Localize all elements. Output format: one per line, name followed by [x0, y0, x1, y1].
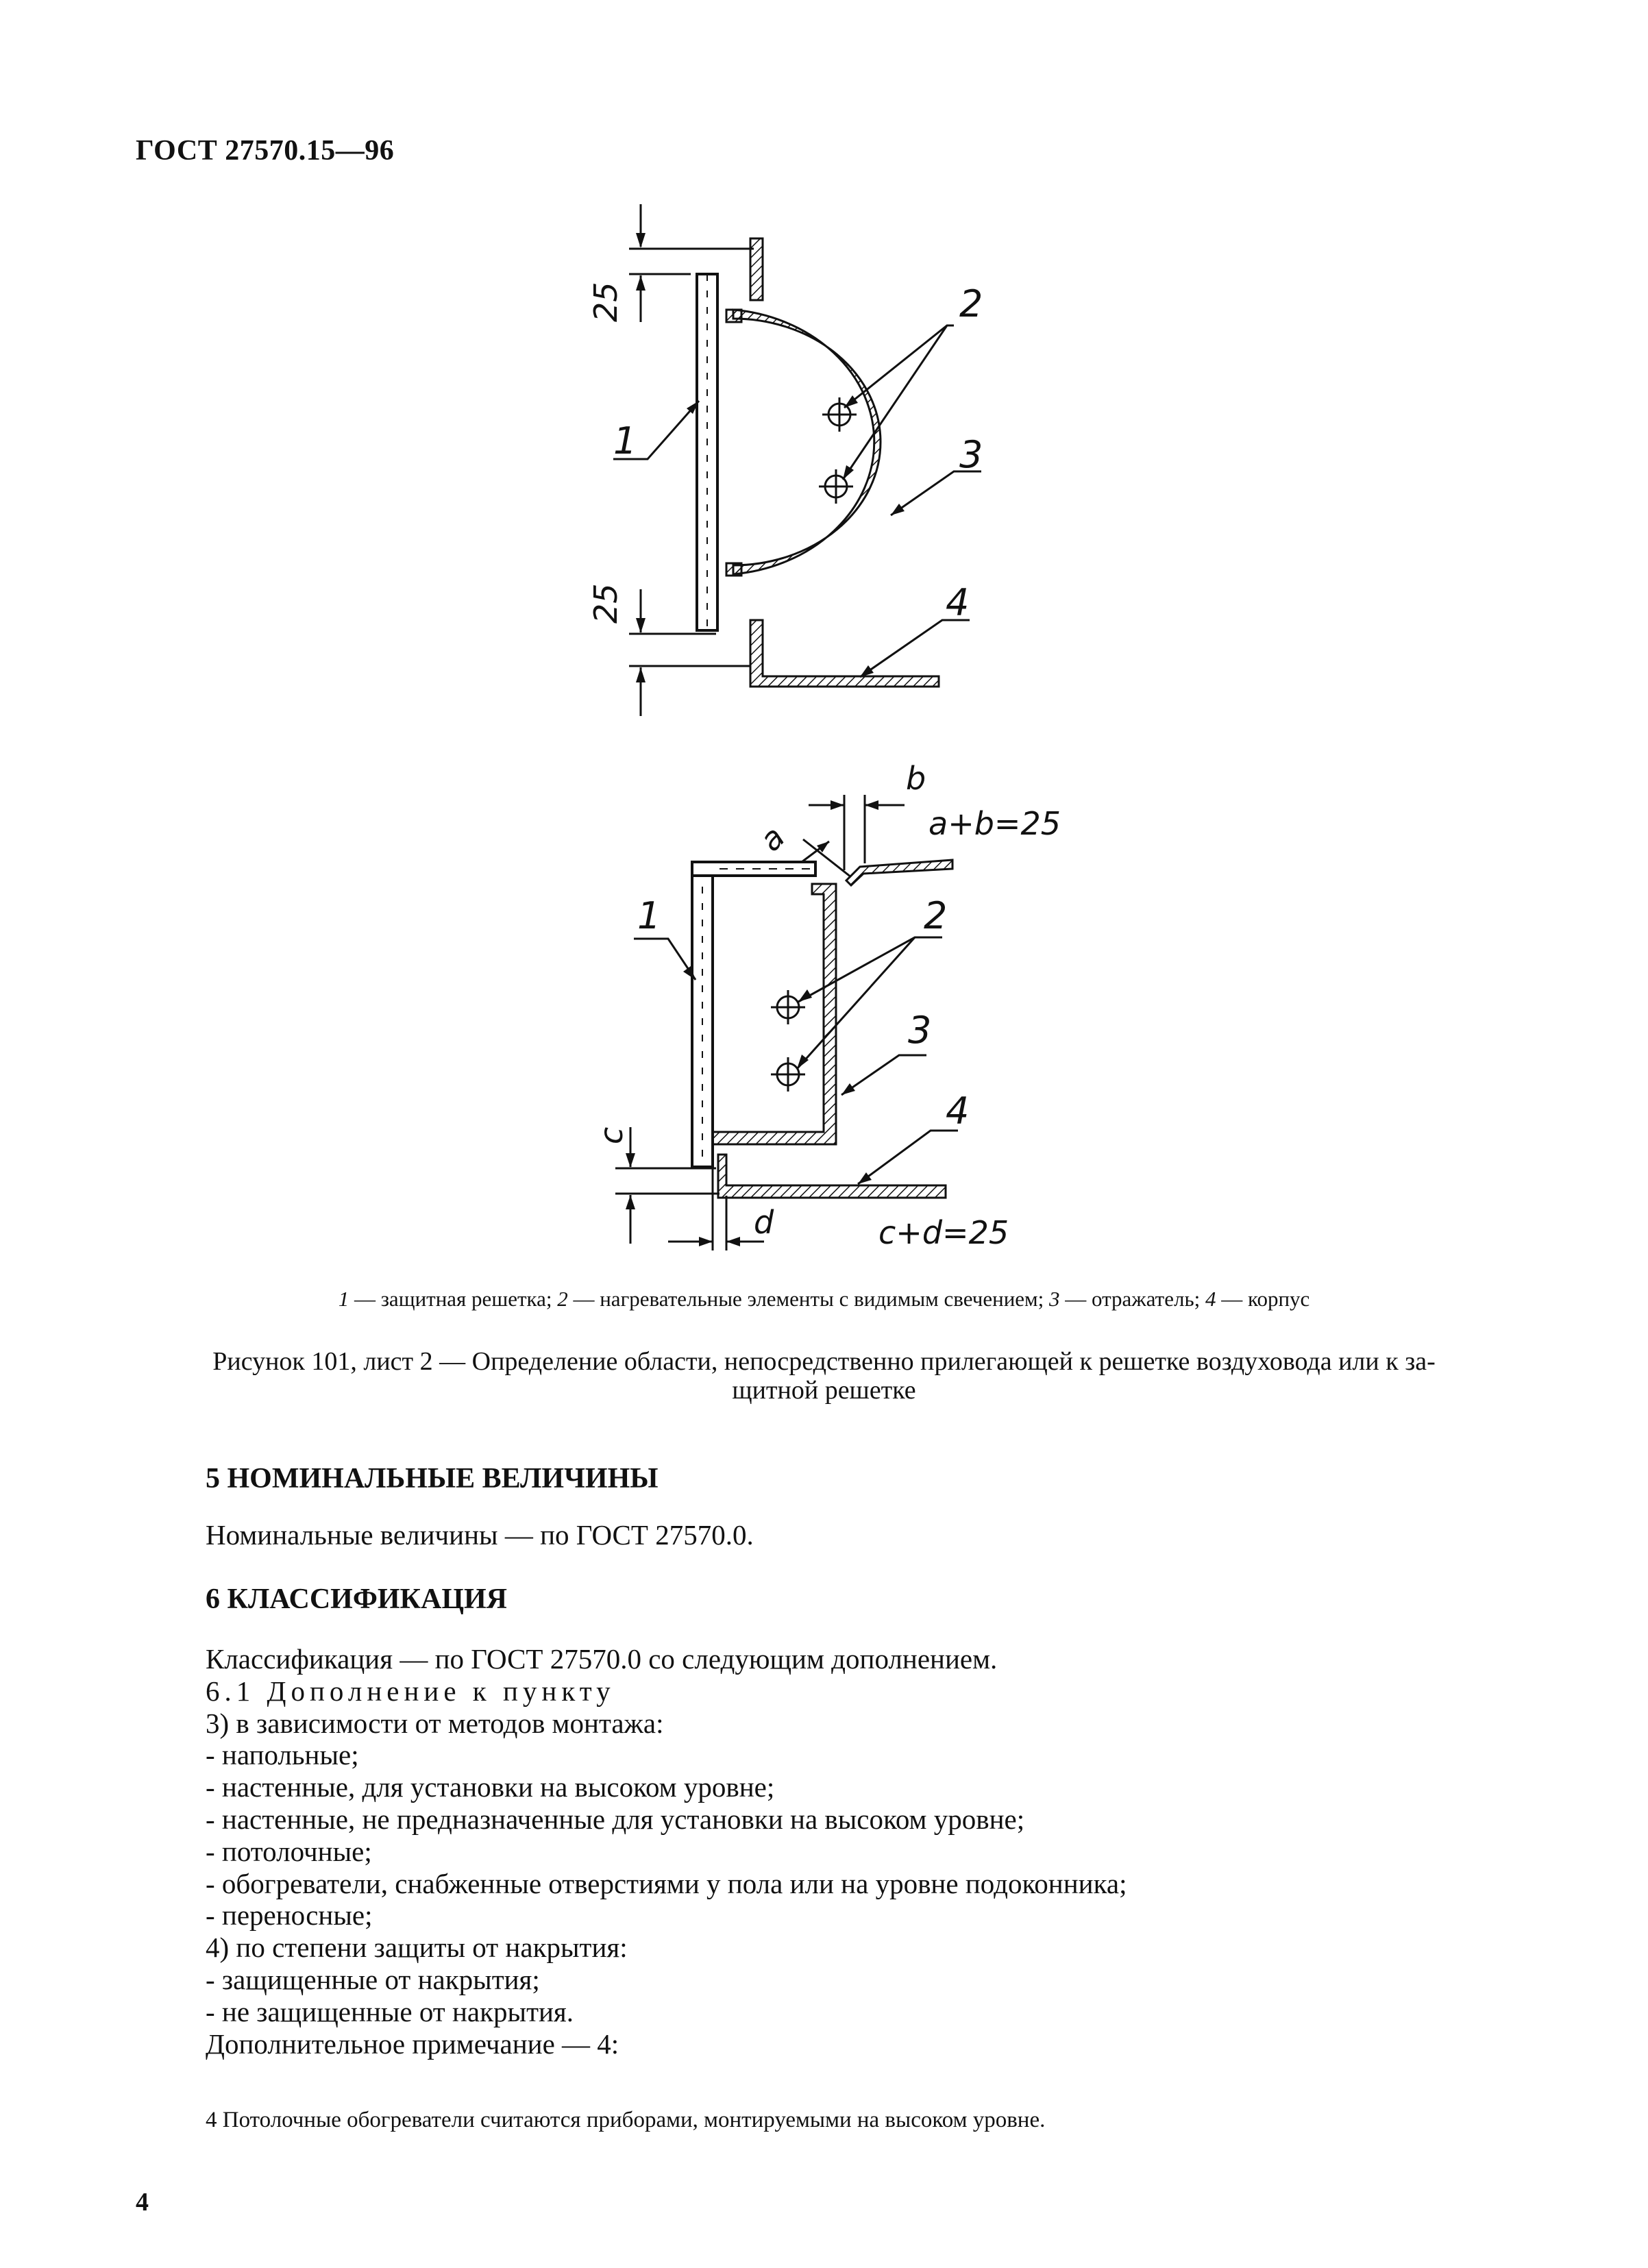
- fig-bottom-label-1: 1: [637, 894, 661, 937]
- fig-bottom-label-3: 3: [908, 1009, 932, 1052]
- page-number: 4: [136, 2188, 149, 2217]
- section-5-heading: 5 НОМИНАЛЬНЫЕ ВЕЛИЧИНЫ: [206, 1463, 659, 1494]
- section-6-heading: 6 КЛАССИФИКАЦИЯ: [206, 1583, 508, 1615]
- housing-bottom: [718, 1155, 946, 1198]
- legend-text-2: — нагревательные элементы с видимым свечением;: [567, 1287, 1050, 1311]
- legend-text-1: — защитная решетка;: [349, 1287, 558, 1311]
- list-line: - настенные, для установки на высоком уровне;: [206, 1771, 775, 1803]
- legend-num-1: 1: [338, 1287, 349, 1311]
- list-line: 4) по степени защиты от накрытия:: [206, 1932, 628, 1964]
- reflector: [733, 310, 881, 574]
- housing-wall-top: [750, 238, 763, 300]
- list-line: - обогреватели, снабженные отверстиями у пола или на уровне подоконника;: [206, 1867, 1127, 1899]
- dim-c: c: [593, 1126, 630, 1144]
- section-6-body: [206, 1643, 1127, 2060]
- list-line: Дополнительное примечание — 4:: [206, 2027, 619, 2060]
- fig-bottom-label-2: 2: [924, 894, 948, 937]
- dim-top-25: 25: [587, 282, 624, 322]
- legend-text-4: — корпус: [1216, 1287, 1310, 1311]
- fig-bottom-label-4: 4: [946, 1089, 970, 1133]
- formula-c-plus-d: c+d=25: [878, 1214, 1009, 1251]
- section-6-1-heading: 6.1 Дополнение к пункту: [206, 1675, 615, 1707]
- figure-caption: [130, 1347, 1518, 1405]
- legend-num-2: 2: [557, 1287, 568, 1311]
- fig-top-label-3: 3: [959, 433, 983, 476]
- legend-text-3: — отражатель;: [1059, 1287, 1205, 1311]
- list-line: - напольные;: [206, 1739, 359, 1771]
- legend-num-4: 4: [1205, 1287, 1216, 1311]
- fig-top-label-4: 4: [946, 581, 970, 624]
- fig-top-label-1: 1: [613, 419, 637, 463]
- figure-legend: [0, 1287, 1648, 1311]
- list-line: - настенные, не предназначенные для установки на высоком уровне;: [206, 1803, 1025, 1835]
- reflector-box: [713, 884, 836, 1144]
- dim-d: d: [754, 1204, 774, 1241]
- figure-top-drawing: [562, 206, 983, 726]
- figure-bottom-drawing: [576, 761, 1069, 1268]
- list-line: - переносные;: [206, 1899, 373, 1932]
- list-line: 3) в зависимости от методов монтажа:: [206, 1707, 664, 1739]
- list-line: - потолочные;: [206, 1835, 372, 1867]
- section-5-text: Номинальные величины — по ГОСТ 27570.0.: [206, 1519, 754, 1551]
- dim-b: b: [906, 760, 926, 797]
- document-code: ГОСТ 27570.15—96: [136, 135, 395, 167]
- list-line: - не защищенные от накрытия.: [206, 1995, 574, 2027]
- dim-bottom-25: 25: [587, 583, 624, 624]
- caption-line-1: Рисунок 101, лист 2 — Определение области, непосредственно прилегающей к решетке воздуховода или к за-: [212, 1347, 1436, 1376]
- housing-top: [846, 860, 952, 885]
- list-line: - защищенные от накрытия;: [206, 1963, 540, 1995]
- note-4: 4 Потолочные обогреватели считаются приборами, монтируемыми на высоком уровне.: [206, 2108, 1046, 2132]
- dim-a: a: [752, 818, 792, 859]
- fig-top-label-2: 2: [959, 282, 983, 325]
- housing-profile: [750, 620, 939, 687]
- legend-num-3: 3: [1049, 1287, 1060, 1311]
- heating-element-upper: [771, 990, 805, 1024]
- section-6-intro: Классификация — по ГОСТ 27570.0 со следующим дополнением.: [206, 1643, 998, 1675]
- caption-line-2: щитной решетке: [732, 1376, 916, 1405]
- formula-a-plus-b: a+b=25: [928, 805, 1061, 842]
